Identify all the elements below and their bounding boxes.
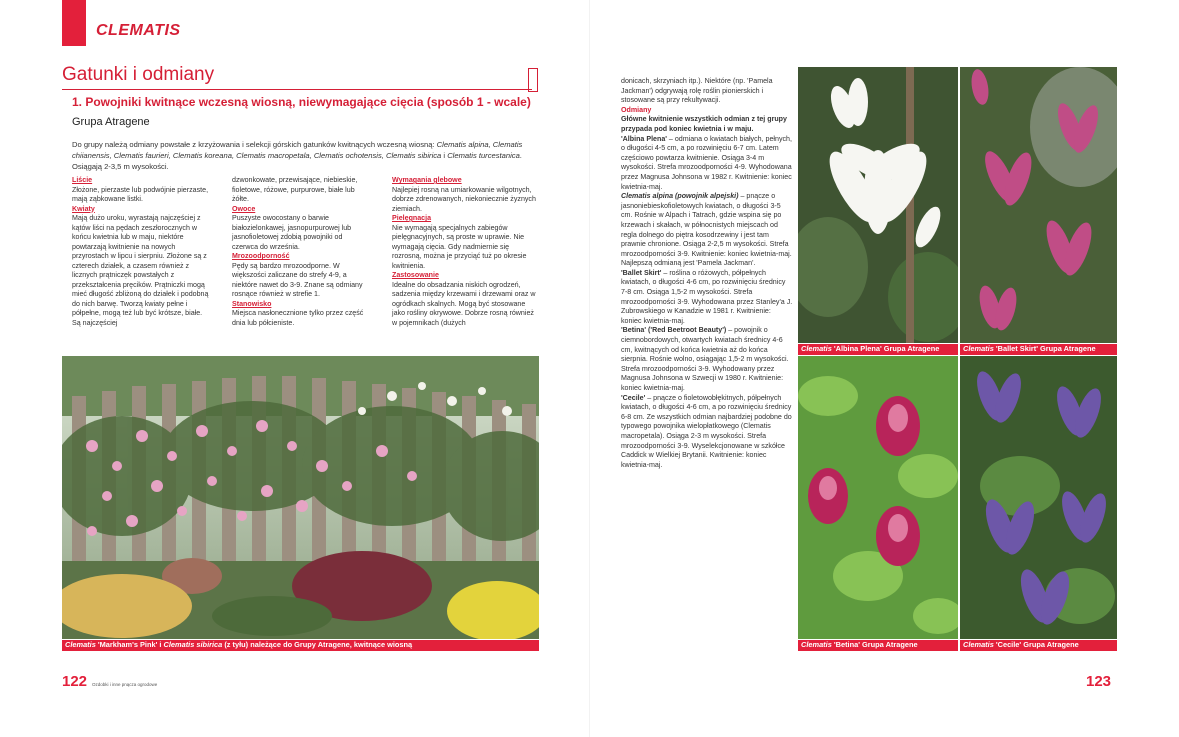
caption-text: (z tyłu) należące do Grupy Atragene, kwitnące wiosną xyxy=(222,640,413,649)
variety-betina-name: 'Betina' ('Red Beetroot Beauty') xyxy=(621,326,727,335)
heading-care: Pielęgnacja xyxy=(392,214,432,222)
text-column-3 xyxy=(392,176,537,328)
caption-text: 'Betina' Grupa Atragene xyxy=(831,640,918,649)
heading-leaves: Liście xyxy=(72,176,93,184)
variety-alpina-text: – pnącze o jasnoniebieskofioletowych kwiatach, o długości 3-5 cm. Rośnie w Alpach i Tatrach, gdzie wspina się po krzewach i skałach, w północnistych miejscach od regla dolnego do piętra kosodrzewiny i jest tam prawnie chronione. Osiąga 2-2,5 m wysokości. Strefa mrozoodporności 3-9. Kwitnienie: koniec kwietnia-maj. Najlepszą odmianą jest 'Pamela Jackman'. xyxy=(621,192,792,268)
variety-cecile-text: – pnącze o fioletowobłękitnych, półpełnych kwiatach, o długości 4-6 cm, a po rozwinięciu średnicy 6-8 cm. Ze wszystkich odmian najbardziej podobne do typowego powojnika wielopłatkowego (Clematis macropetala). Osiąga 2-3 m wysokości. Strefa mrozoodporności 3-9. Wyselekcjonowane w szkółce Caddick w Wielkiej Brytanii. Kwitnienie: koniec kwietnia-maj. xyxy=(621,393,792,469)
page-gutter xyxy=(589,0,590,737)
text-flowers: Mają dużo uroku, wyrastają najczęściej z kątów liści na pędach zeszłorocznych w końcu kwietnia lub w maju, niektóre powtarzają kwitnienie na nowych przyrostach w lipcu i sierpniu. Złożone są z czterech działek, a czasem również z licznych prątnicze̜k powstałych z przekształcenia pręcików. Prątniczki mogą mieć długość zbliżoną do działek i podobną do nich barwę. Tworzą kwiaty pełne i półpełne, mogą też lub być krótsze, białe. Są najczęściej xyxy=(72,214,209,327)
text-leaves: Złożone, pierzaste lub podwójnie pierzaste, mają ząbkowane listki. xyxy=(72,185,209,203)
caption-text: 'Markham's Pink' i xyxy=(95,640,164,649)
heading-varieties: Odmiany xyxy=(621,105,652,114)
text-use: Idealne do obsadzania niskich ogrodzeń, sadzenia między krzewami i drzewami oraz w ogródkach skalnych. Mogą być stosowane jako rośliny okrywowe. Dobrze rosną również w pojemnikach (dużych xyxy=(392,280,536,327)
ballet-skirt-photo xyxy=(960,67,1117,343)
red-clematis-illustration xyxy=(798,356,958,639)
text-soil: Najlepiej rosną na umiarkowanie wilgotnych, dobrze zdrenowanych, niekoniecznie żyznych ziemiach. xyxy=(392,185,536,213)
page-number-left: 122 xyxy=(62,673,88,690)
caption-text: 'Cecile' Grupa Atragene xyxy=(993,640,1079,649)
text-pioneer: donicach, skrzyniach itp.). Niektóre (np. 'Pamela Jackman') odgrywają rolę roślin pionierskich i stosowane są przy rekultywacji. xyxy=(621,77,773,105)
text-site: Miejsca nasłonecznione tylko przez część dnia lub półcieniste. xyxy=(232,309,364,327)
heading-hardiness: Mrozoodporność xyxy=(232,252,290,260)
variety-albina-text: – odmiana o kwiatach białych, pełnych, o długości 4-5 cm, a po rozwinięciu 6-7 cm. Latem częściowo powtarza kwitnienie. Osiąga 3-4 m wysokości. Strefa mrozoodporności 4-9. Wyhodowana przez Magnusa Johnsona w 1982 r. Kwitnienie: koniec kwietnia-maj. xyxy=(621,134,792,191)
variety-albina-name: 'Albina Plena' xyxy=(621,134,667,143)
betina-caption xyxy=(798,640,958,651)
garden-fence-photo xyxy=(62,356,539,639)
text-seeds: Puszyste owocostany o barwie białozielonkawej, jasnopurpurowej lub jasnofioletowej zdobią powojniki od czerwca do września. xyxy=(232,214,352,251)
intro-species: Clematis alpina, Clematis chiianensis, Clematis faurieri, Clematis koreana, Clematis macropetala, Clematis ochotensis, Clematis sibirica xyxy=(72,140,523,160)
caption-genus: Clematis xyxy=(65,640,96,649)
caption-genus: Clematis xyxy=(963,344,994,353)
variety-ballet-text: – roślina o różowych, półpełnych kwiatach, o długości 4-6 cm, po rozwinięciu średnicy 7-8 cm. Osiąga 1,5-2 m wysokości. Strefa mrozoodporności 3-9. Wyhodowana przez Stanley'a J. Zubrowskiego w Kanadzie w 1981 r. Kwitnienie: koniec kwietnia-maj. xyxy=(621,268,793,325)
intro-text: . Osiągają 2-3,5 m wysokości. xyxy=(72,151,522,171)
variety-cecile-name: 'Cecile' xyxy=(621,393,646,402)
heading-soil: Wymagania glebowe xyxy=(392,176,462,184)
garden-fence-illustration xyxy=(62,356,539,639)
albina-plena-photo xyxy=(798,67,958,343)
main-photo-caption xyxy=(62,640,539,651)
cecile-caption xyxy=(960,640,1117,651)
text-varieties-intro: Główne kwitnienie wszystkich odmian z tej grupy przypada pod koniec kwietnia i w maju. xyxy=(621,115,787,133)
caption-text: 'Albina Plena' Grupa Atragene xyxy=(831,344,940,353)
albina-plena-caption xyxy=(798,344,958,355)
intro-text: Do grupy należą odmiany powstałe z krzyżowania i selekcji górskich gatunków kwitnących wczesną wiosną: xyxy=(72,140,437,149)
page-number-right: 123 xyxy=(1086,673,1112,690)
variety-betina-text: – powojnik o ciemnobordowych, otwartych kwiatach średnicy 4-6 cm, kwitnących od końca kwietnia aż do końca sierpnia. Rośnie wolno, osiągając 1,5-2 m wysokości. Strefa mrozoodporności 3-9. Wyhodowany przez Magnusa Johnsona w Szwecji w 1980 r. Kwitnienie: koniec kwietnia-maj. xyxy=(621,326,789,392)
intro-species: Clematis turcestanica xyxy=(447,151,520,160)
heading-site: Stanowisko xyxy=(232,299,272,308)
ballet-skirt-caption xyxy=(960,344,1117,355)
chapter-tab xyxy=(62,0,86,46)
white-clematis-illustration xyxy=(798,67,958,343)
book-title-footer: Ozdobki i inne pnącza ogrodowe xyxy=(92,682,158,687)
heading-flowers: Kwiaty xyxy=(72,204,95,213)
heading-seeds: Owoce xyxy=(232,204,256,213)
variety-alpina-name: Clematis alpina (powojnik alpejski) xyxy=(621,192,739,201)
betina-photo xyxy=(798,356,958,639)
caption-genus: Clematis xyxy=(963,640,994,649)
group-name: Grupa Atragene xyxy=(72,116,150,128)
text-column-2 xyxy=(232,176,367,328)
pink-clematis-illustration xyxy=(960,67,1117,343)
intro-text: i xyxy=(441,151,448,160)
blue-clematis-illustration xyxy=(960,356,1117,639)
heading-use: Zastosowanie xyxy=(392,271,439,279)
title-marker xyxy=(528,68,538,92)
variety-ballet-name: 'Ballet Skirt' xyxy=(621,268,662,277)
text-hardiness: Pędy są bardzo mrozoodporne. W większości zaliczane do strefy 4-9, a niektóre nawet do 3-9. Znane są odmiany rosnące również w strefie 1. xyxy=(232,261,363,298)
caption-genus: Clematis sibirica xyxy=(163,640,223,649)
caption-genus: Clematis xyxy=(801,344,832,353)
text-colors: dzwonkowate, przewisające, niebieskie, fioletowe, różowe, purpurowe, białe lub żółte. xyxy=(232,176,358,203)
caption-text: 'Ballet Skirt' Grupa Atragene xyxy=(993,344,1096,353)
text-care: Nie wymagają specjalnych zabiegów pielęgnacyjnych, są proste w uprawie. Nie wymagają cięcia. Gdy nadmiernie się rozrosną, można je przyciąć tuż po okresie kwitnienia. xyxy=(392,223,527,270)
section-title: Gatunki i odmiany xyxy=(62,64,215,85)
section-subtitle: 1. Powojniki kwitnące wczesną wiosną, niewymagające cięcia (sposób 1 - wcale) xyxy=(72,95,531,109)
title-rule xyxy=(62,89,532,90)
text-column-1 xyxy=(72,176,212,328)
running-header: CLEMATIS xyxy=(96,22,181,39)
caption-genus: Clematis xyxy=(801,640,832,649)
cecile-photo xyxy=(960,356,1117,639)
varieties-text-column xyxy=(621,77,793,470)
intro-paragraph xyxy=(72,139,530,172)
